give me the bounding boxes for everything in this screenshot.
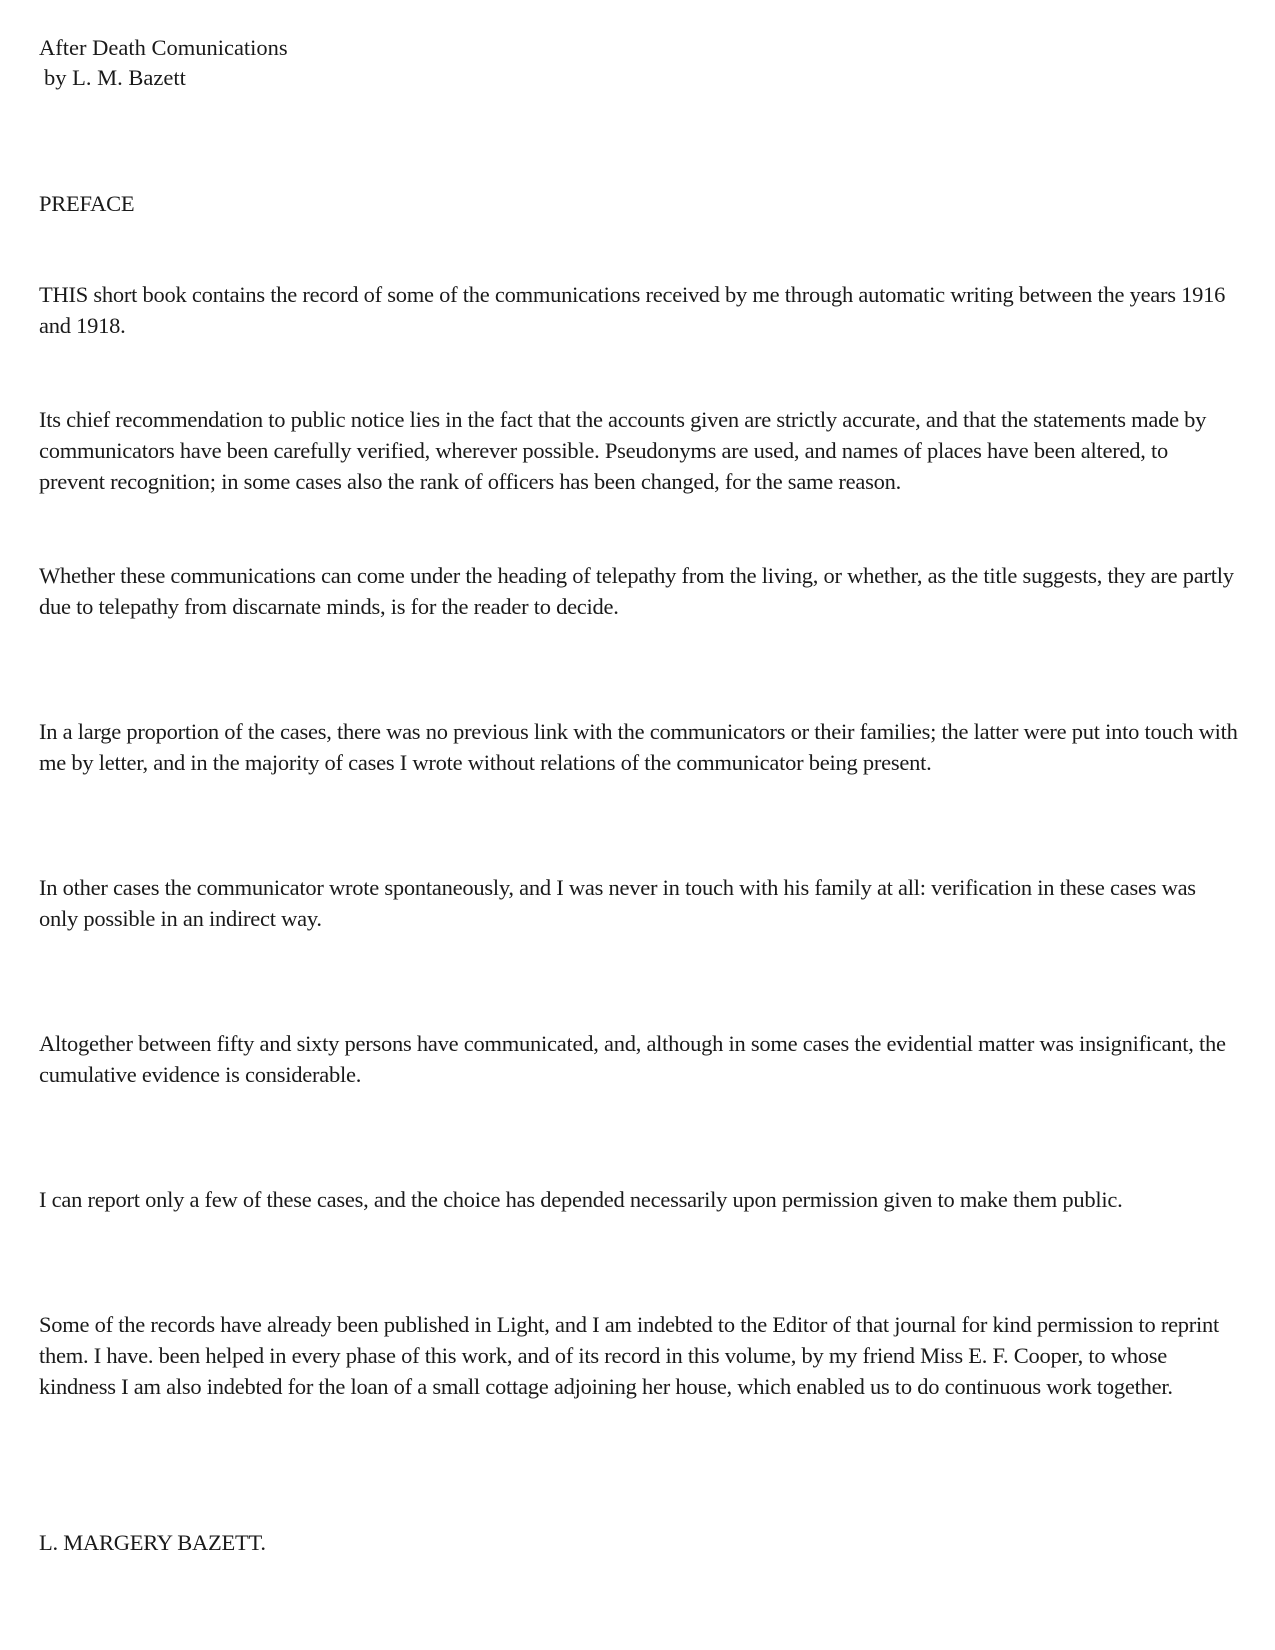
paragraph: I can report only a few of these cases, and the choice has depended necessarily upon permission given to make them public. [39, 1187, 1123, 1212]
paragraph: Whether these communications can come under the heading of telepathy from the living, or whether, as the title suggests, they are partly due to telepathy from discarnate minds, is for the reader to decide. [39, 563, 1234, 619]
signature: L. MARGERY BAZETT. [39, 1530, 266, 1555]
section-heading: PREFACE [39, 191, 135, 216]
paragraph: THIS short book contains the record of some of the communications received by me through automatic writing between the years 1916 and 1918. [39, 282, 1226, 338]
author-line: by L. M. Bazett [44, 65, 186, 90]
paragraph: Some of the records have already been published in Light, and I am indebted to the Editor of that journal for kind permission to reprint them. I have. been helped in every phase of this work, and of its record in this volume, by my friend Miss E. F. Cooper, to whose kindness I am also indebted for the loan of a small cottage adjoining her house, which enabled us to do continuous work together. [39, 1312, 1220, 1399]
paragraph: In a large proportion of the cases, there was no previous link with the communicators or their families; the latter were put into touch with me by letter, and in the majority of cases I wrote without relations of the communicator being present. [39, 719, 1238, 775]
document-title: After Death Comunications [39, 35, 288, 60]
paragraph: In other cases the communicator wrote spontaneously, and I was never in touch with his family at all: verification in these cases was only possible in an indirect way. [39, 875, 1196, 931]
paragraph: Its chief recommendation to public notice lies in the fact that the accounts given are strictly accurate, and that the statements made by communicators have been carefully verified, wherever possible. Pseudonyms are used, and names of places have been altered, to prevent recognition; in some cases also the rank of officers has been changed, for the same reason. [39, 407, 1207, 494]
paragraph: Altogether between fifty and sixty persons have communicated, and, although in some cases the evidential matter was insignificant, the cumulative evidence is considerable. [39, 1031, 1226, 1087]
